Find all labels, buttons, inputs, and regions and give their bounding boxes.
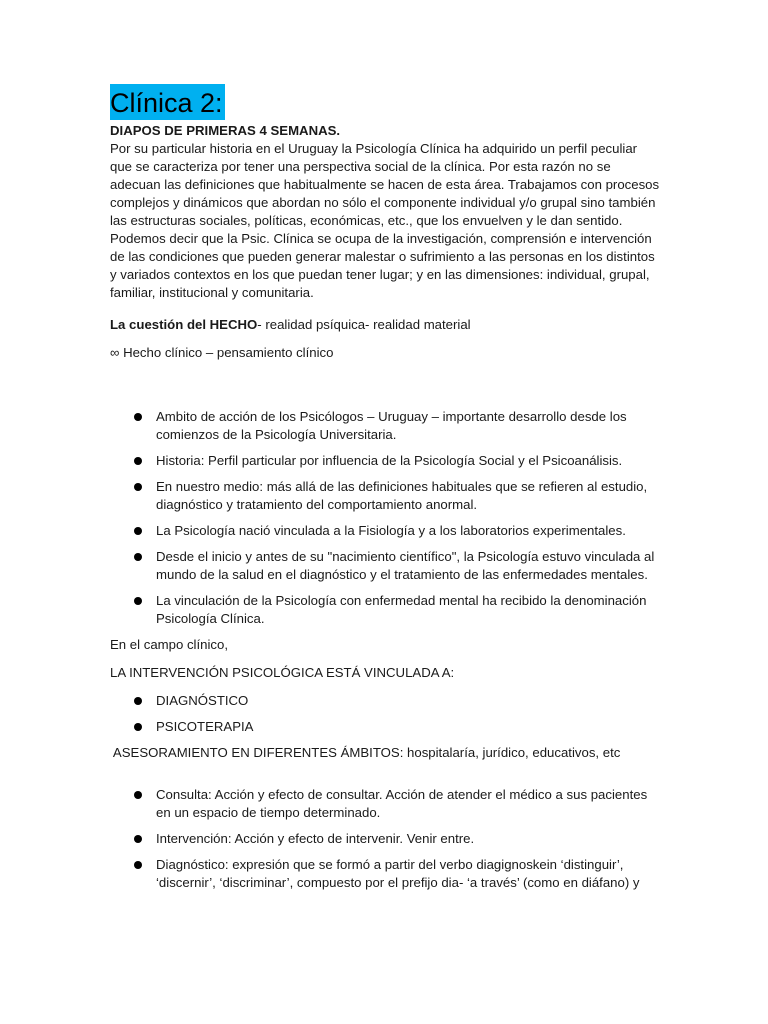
bullet-icon: [134, 697, 142, 705]
document-title: Clínica 2:: [110, 84, 225, 120]
list-item: PSICOTERAPIA: [110, 718, 660, 736]
list-item: Historia: Perfil particular por influencia de la Psicología Social y el Psicoanálisis.: [110, 452, 660, 470]
bullet-icon: [134, 457, 142, 465]
asesoramiento-line: ASESORAMIENTO EN DIFERENTES ÁMBITOS: hospitalaría, jurídico, educativos, etc: [110, 745, 621, 760]
second-paragraph: Podemos decir que la Psic. Clínica se ocupa de la investigación, comprensión e intervención de las condiciones que pueden generar malestar o sufrimiento a las personas en los distintos y variados contextos en los que puedan tener lugar; y en las dimensiones: individual, grupal, familiar, institucional y comunitaria.: [110, 231, 655, 300]
cuestion-line: [110, 316, 660, 334]
bullet-list-definiciones: [110, 786, 660, 892]
bullet-icon: [134, 553, 142, 561]
bullet-icon: [134, 791, 142, 799]
bullet-icon: [134, 413, 142, 421]
intro-paragraph: Por su particular historia en el Uruguay la Psicología Clínica ha adquirido un perfil peculiar que se caracteriza por tener una perspectiva social de la clínica. Por esta razón no se adecuan las definiciones que habitualmente se hacen de esta área. Trabajamos con procesos complejos y dinámicos que abordan no sólo el componente individual y/o grupal sino también las estructuras sociales, políticas, económicas, etc., que los envuelven y le dan sentido.: [110, 141, 660, 228]
list-item: Ambito de acción de los Psicólogos – Uruguay – importante desarrollo desde los comienzos de la Psicología Universitaria.: [110, 408, 660, 444]
document-subtitle: DIAPOS DE PRIMERAS 4 SEMANAS.: [110, 123, 341, 138]
bullet-icon: [134, 483, 142, 491]
bullet-icon: [134, 861, 142, 869]
list-item: Consulta: Acción y efecto de consultar. Acción de atender el médico a sus pacientes en un espacio de tiempo determinado.: [110, 786, 660, 822]
bullet-icon: [134, 835, 142, 843]
list-item: La vinculación de la Psicología con enfermedad mental ha recibido la denominación Psicología Clínica.: [110, 592, 660, 628]
intervencion-header: LA INTERVENCIÓN PSICOLÓGICA ESTÁ VINCULADA A:: [110, 665, 455, 680]
list-item: Intervención: Acción y efecto de intervenir. Venir entre.: [110, 830, 660, 848]
document-page: [110, 84, 660, 900]
cuestion-bold: La cuestión del HECHO: [110, 317, 258, 332]
hecho-line: ∞ Hecho clínico – pensamiento clínico: [110, 345, 334, 360]
list-item: Desde el inicio y antes de su "nacimiento científico", la Psicología estuvo vinculada al mundo de la salud en el diagnóstico y el tratamiento de las enfermedades mentales.: [110, 548, 660, 584]
bullet-list-intervencion: [110, 692, 660, 736]
bullet-icon: [134, 527, 142, 535]
list-item: DIAGNÓSTICO: [110, 692, 660, 710]
campo-clinico-line: En el campo clínico,: [110, 637, 229, 652]
bullet-icon: [134, 597, 142, 605]
list-item: Diagnóstico: expresión que se formó a partir del verbo diagignoskein ‘distinguir’, ‘discernir’, ‘discriminar’, compuesto por el prefijo dia- ‘a través’ (como en diáfano) y: [110, 856, 660, 892]
cuestion-rest: - realidad psíquica- realidad material: [257, 317, 471, 332]
bullet-list-ambito: [110, 408, 660, 628]
list-item: La Psicología nació vinculada a la Fisiología y a los laboratorios experimentales.: [110, 522, 660, 540]
bullet-icon: [134, 723, 142, 731]
list-item: En nuestro medio: más allá de las definiciones habituales que se refieren al estudio, diagnóstico y tratamiento del comportamiento anormal.: [110, 478, 660, 514]
